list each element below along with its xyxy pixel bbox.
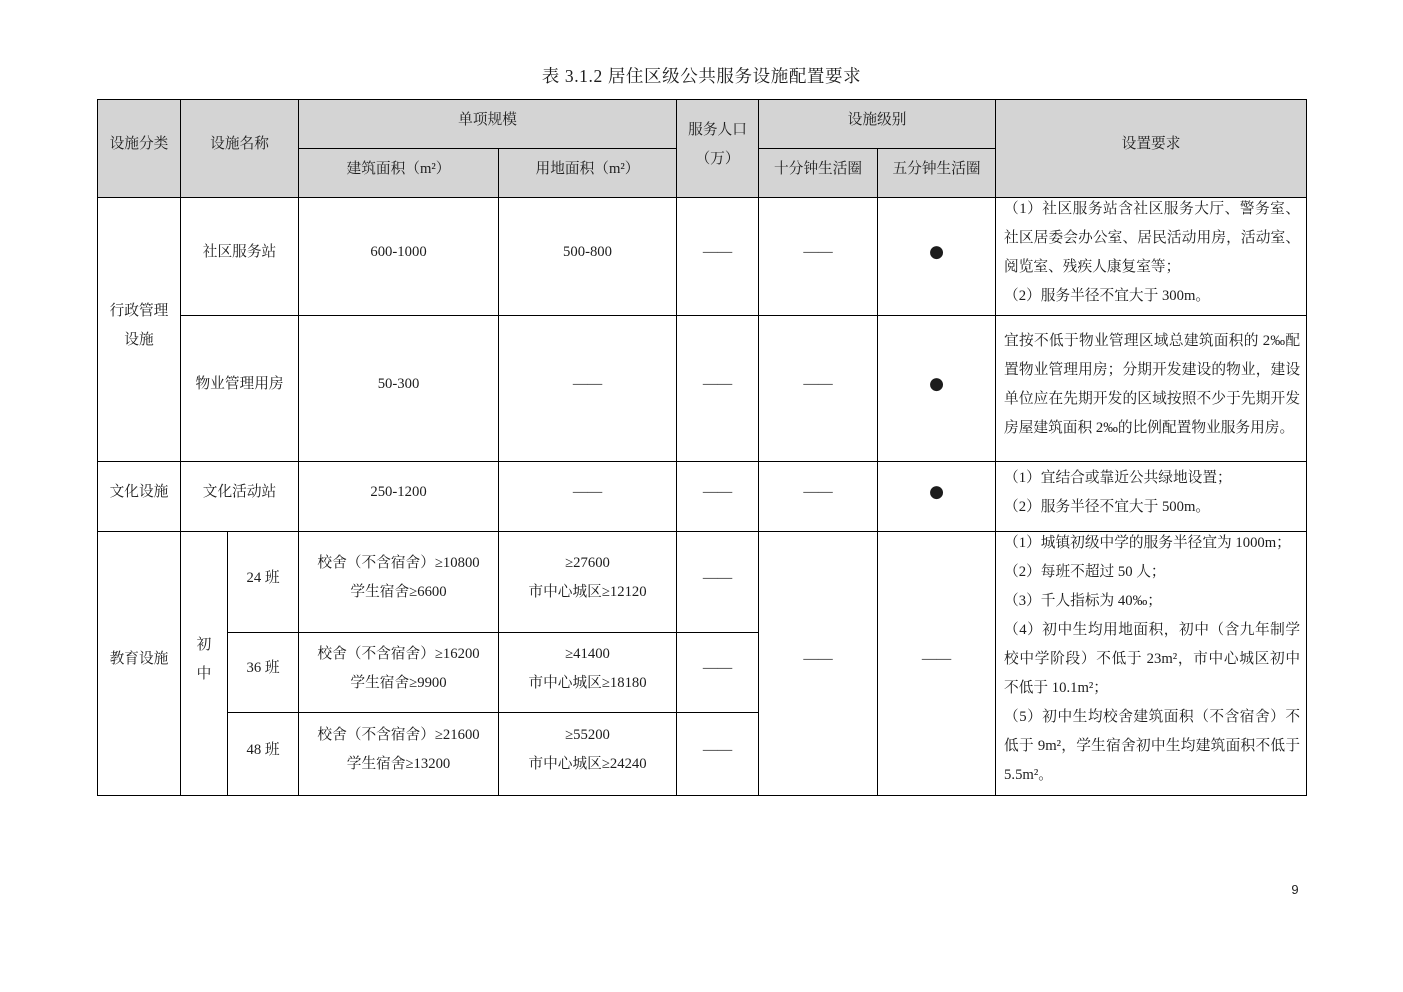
category-administrative-label [98,297,180,355]
header-facility-name-cell [181,100,299,198]
header-requirements-label: 设置要求 [1121,136,1181,152]
building-area-line: 学生宿舍≥6600 [350,584,447,600]
class-count: 48 班 [246,741,280,758]
header-facility-level-label: 设施级别 [847,111,907,128]
header-facility-level-cell [759,100,996,149]
ten-minute-cell [759,462,878,532]
header-unit-scale-cell [299,100,677,149]
facility-name-cell [181,198,299,316]
building-area-line: 学生宿舍≥13200 [346,756,451,772]
class-count-cell [228,633,299,713]
header-ten-minute-label: 十分钟生活圈 [773,160,863,177]
requirements-cell [996,462,1307,532]
requirements-text [1004,327,1300,443]
page-number: 9 [1291,882,1299,897]
building-area-value [299,721,498,779]
building-area-cell [299,462,499,532]
land-area-value [499,721,676,779]
header-building-area-label: 建筑面积（m²） [346,160,451,177]
requirements-text [1004,529,1300,790]
category-education-label: 教育设施 [109,651,169,667]
header-row-top [98,100,1307,149]
requirement-item: （5）初中生均校舍建筑面积（不含宿舍）不低于 9m²，学生宿舍初中生均建筑面积不低于 5.5m²。 [1004,709,1301,783]
building-area-value [299,640,498,698]
land-area-value [499,549,676,607]
land-area-line: 市中心城区≥18180 [528,674,647,691]
land-area-cell [499,198,677,316]
header-service-population-cell [677,100,759,198]
class-count-cell [228,532,299,633]
requirements-cell [996,316,1307,462]
facility-name-cell [181,462,299,532]
building-area-value: 600-1000 [370,244,427,260]
service-population-value: —— [702,569,733,586]
service-population-cell [677,532,759,633]
ten-minute-value: —— [803,484,833,500]
service-population-value: —— [702,484,733,500]
land-area-line: 市中心城区≥24240 [528,756,647,772]
building-area-cell [299,633,499,713]
requirement-item: （1）城镇初级中学的服务半径宜为 1000m； [1004,535,1291,551]
service-population-value: —— [702,660,733,676]
table-row [98,198,1307,316]
service-population-cell [677,713,759,796]
header-service-population-unit: （万） [695,150,740,167]
header-ten-minute-cell [759,149,878,198]
header-facility-name-label: 设施名称 [210,136,269,152]
filled-circle-icon: ● [929,482,944,502]
requirement-item: （2）服务半径不宜大于 500m。 [1004,498,1211,515]
facility-name-cell [181,316,299,462]
land-area-line: ≥55200 [565,727,610,743]
header-service-population-line: 服务人口 [688,121,747,138]
table-row [98,532,1307,633]
header-five-minute-label: 五分钟生活圈 [892,160,981,177]
category-cultural-cell [98,462,181,532]
class-count-cell [228,713,299,796]
requirement-item: （4）初中生均用地面积，初中（含九年制学校中学阶段）不低于 23m²，市中心城区初中不低于 10.1m²； [1004,622,1301,696]
requirement-item: （2）每班不超过 50 人； [1004,564,1166,580]
service-population-cell [677,198,759,316]
five-minute-cell [878,198,996,316]
category-administrative-cell [98,198,181,462]
five-minute-cell [878,532,996,796]
requirement-item: 宜按不低于物业管理区域总建筑面积的 2‰配置物业管理用房；分期开发建设的物业，建设单位应在先期开发的区域按照不少于先期开发房屋建筑面积 2‰的比例配置物业服务用房。 [1004,332,1301,436]
service-population-cell [677,316,759,462]
category-education-cell [98,532,181,796]
building-area-line: 校舍（不含宿舍）≥10800 [317,555,480,571]
five-minute-value: —— [921,651,952,667]
header-land-area-label: 用地面积（m²） [535,160,640,177]
ten-minute-cell [759,532,878,796]
facility-name: 社区服务站 [202,244,277,260]
requirements-text [1004,464,1300,522]
requirements-cell [996,198,1307,316]
table-row [98,462,1307,532]
header-five-minute-cell [878,149,996,198]
facility-name: 文化活动站 [202,484,277,500]
building-area-value [299,549,498,607]
land-area-value: —— [572,484,603,500]
header-category-label: 设施分类 [109,136,169,152]
school-level-label [181,631,227,689]
header-building-area-cell [299,149,499,198]
category-line: 行政管理 [109,302,169,319]
requirement-item: （1）社区服务站含社区服务大厅、警务室、社区居委会办公室、居民活动用房，活动室、阅览室、残疾人康复室等； [1004,200,1301,275]
facility-name: 物业管理用房 [195,376,284,392]
building-area-line: 校舍（不含宿舍）≥16200 [317,645,480,662]
ten-minute-value: —— [803,651,833,667]
requirement-item: （2）服务半径不宜大于 300m。 [1004,287,1211,304]
building-area-value: 50-300 [377,376,420,392]
category-line: 设施 [124,331,154,348]
land-area-cell [499,316,677,462]
class-count: 24 班 [246,569,280,586]
header-requirements-cell [996,100,1307,198]
table-caption: 表 3.1.2 居住区级公共服务设施配置要求 [541,66,862,86]
service-population-value: —— [702,376,733,392]
filled-circle-icon: ● [929,242,944,262]
ten-minute-cell [759,198,878,316]
public-service-facility-table [97,99,1307,796]
header-land-area-cell [499,149,677,198]
land-area-line: 市中心城区≥12120 [528,584,647,600]
requirement-item: （3）千人指标为 40‰； [1004,593,1162,609]
five-minute-cell [878,462,996,532]
service-population-cell [677,633,759,713]
school-level-char: 初 [196,636,212,653]
building-area-cell [299,198,499,316]
land-area-value [499,640,676,698]
building-area-line: 学生宿舍≥9900 [350,674,447,691]
ten-minute-cell [759,316,878,462]
requirements-text [1004,195,1300,311]
requirements-cell [996,532,1307,796]
land-area-cell [499,532,677,633]
requirement-item: （1）宜结合或靠近公共绿地设置； [1004,469,1232,486]
header-category-cell [98,100,181,198]
building-area-cell [299,713,499,796]
land-area-cell [499,462,677,532]
filled-circle-icon: ● [929,374,944,394]
land-area-line: ≥27600 [565,555,610,571]
land-area-line: ≥41400 [565,645,610,662]
school-level-char: 中 [196,665,212,682]
building-area-line: 校舍（不含宿舍）≥21600 [317,727,480,743]
service-population-value: —— [702,741,733,758]
land-area-cell [499,713,677,796]
table-row [98,316,1307,462]
category-cultural-label: 文化设施 [109,484,169,500]
ten-minute-value: —— [803,244,833,260]
class-count: 36 班 [246,660,280,676]
header-service-population-label [677,116,758,174]
land-area-value: 500-800 [563,244,612,260]
service-population-value: —— [702,244,733,260]
land-area-value: —— [572,376,603,392]
building-area-cell [299,532,499,633]
five-minute-cell [878,316,996,462]
service-population-cell [677,462,759,532]
ten-minute-value: —— [803,376,833,392]
land-area-cell [499,633,677,713]
school-level-cell [181,532,228,796]
building-area-value: 250-1200 [370,484,427,500]
header-unit-scale-label: 单项规模 [458,111,517,128]
building-area-cell [299,316,499,462]
